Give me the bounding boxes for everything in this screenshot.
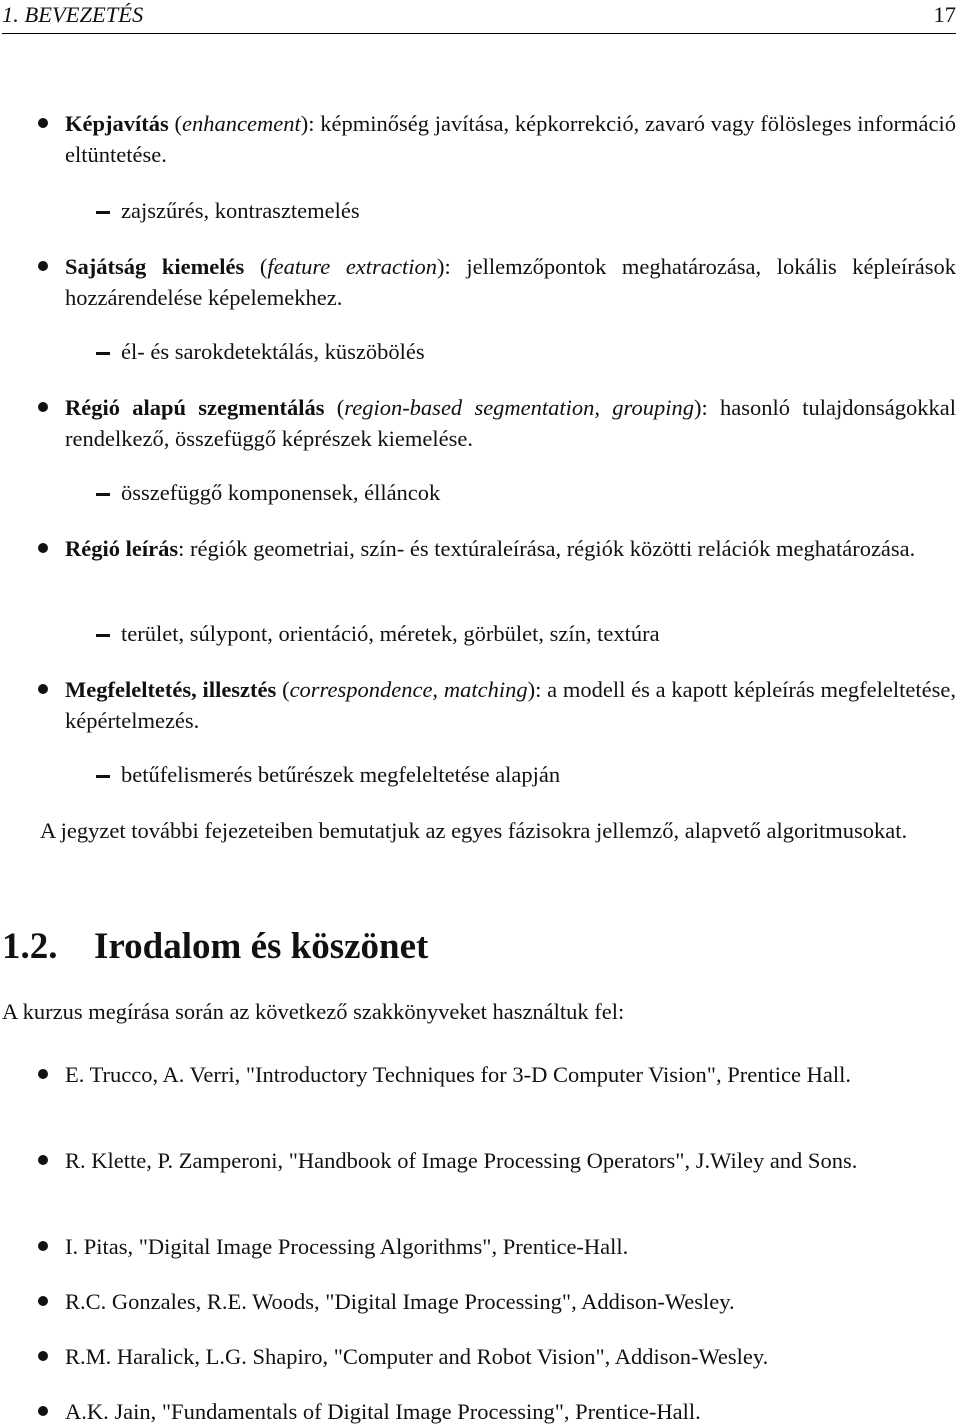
list-item: Képjavítás (enhancement): képminőség javítása, képkorrekció, zavaró vagy fölösleges információ eltüntetése.	[65, 111, 956, 167]
item-term: Régió alapú szegmentálás	[65, 395, 325, 420]
dash-icon	[96, 493, 110, 496]
item-description: ): a modell és a kapott képleírás megfeleltetése, képértelmezés.	[65, 677, 956, 733]
item-description: ): hasonló tulajdonságokkal rendelkező, összefüggő képrészek kiemelése.	[65, 395, 956, 451]
paragraph-text: A jegyzet további fejezeteiben bemutatjuk az egyes fázisokra jellemző, alapvető algoritmusokat.	[40, 818, 908, 843]
reference-item: A.K. Jain, "Fundamentals of Digital Image Processing", Prentice-Hall.	[65, 1399, 701, 1424]
bullet-icon	[38, 684, 48, 694]
bullet-icon	[38, 1241, 48, 1251]
chapter-title: 1. BEVEZETÉS	[2, 2, 144, 27]
section-number: 1.2.	[2, 926, 58, 967]
bullet-icon	[38, 402, 48, 412]
running-header	[2, 0, 956, 34]
list-item: Megfeleltetés, illesztés (correspondence, matching): a modell és a kapott képleírás megfeleltetése, képértelmezés.	[65, 677, 956, 733]
bullet-icon	[38, 261, 48, 271]
item-description: ): jellemzőpontok meghatározása, lokális képleírások hozzárendelése képelemekhez.	[65, 254, 957, 310]
item-english-term: region-based segmentation, grouping	[344, 395, 694, 420]
reference-item: I. Pitas, "Digital Image Processing Algorithms", Prentice-Hall.	[65, 1234, 629, 1259]
item-term: Sajátság kiemelés	[65, 254, 245, 279]
bullet-icon	[38, 1406, 48, 1416]
page-number: 17	[933, 2, 956, 27]
body-paragraph	[2, 815, 956, 846]
reference-item: R. Klette, P. Zamperoni, "Handbook of Image Processing Operators", J.Wiley and Sons.	[65, 1148, 858, 1173]
list-item: Régió alapú szegmentálás (region-based segmentation, grouping): hasonló tulajdonságokkal rendelkező, összefüggő képrészek kiemelése.	[65, 395, 956, 451]
item-description: : régiók geometriai, szín- és textúraleírása, régiók közötti relációk meghatározása.	[178, 536, 916, 561]
bullet-icon	[38, 118, 48, 128]
reference-item: R.M. Haralick, L.G. Shapiro, "Computer and Robot Vision", Addison-Wesley.	[65, 1344, 769, 1369]
dash-icon	[96, 634, 110, 637]
list-item: Sajátság kiemelés (feature extraction): jellemzőpontok meghatározása, lokális képleírások hozzárendelése képelemekhez.	[65, 254, 957, 310]
sub-item: betűfelismerés betűrészek megfeleltetése alapján	[121, 762, 561, 787]
dash-icon	[96, 352, 110, 355]
dash-icon	[96, 775, 110, 778]
sub-item: él- és sarokdetektálás, küszöbölés	[121, 339, 425, 364]
item-english-term: feature extraction	[267, 254, 438, 279]
sub-item: zajszűrés, kontrasztemelés	[121, 198, 360, 223]
sub-item: terület, súlypont, orientáció, méretek, görbület, szín, textúra	[121, 621, 660, 646]
list-item	[65, 533, 956, 564]
bullet-icon	[38, 1069, 48, 1079]
bullet-icon	[38, 1296, 48, 1306]
item-english-term: enhancement	[182, 111, 301, 136]
item-term: Régió leírás	[65, 536, 179, 561]
bullet-icon	[38, 1351, 48, 1361]
sub-item: összefüggő komponensek, élláncok	[121, 480, 441, 505]
section-heading	[2, 927, 428, 967]
bullet-icon	[38, 1155, 48, 1165]
item-term: Képjavítás	[65, 111, 169, 136]
reference-item: E. Trucco, A. Verri, "Introductory Techniques for 3-D Computer Vision", Prentice Hall.	[65, 1062, 851, 1087]
reference-item: R.C. Gonzales, R.E. Woods, "Digital Image Processing", Addison-Wesley.	[65, 1289, 735, 1314]
item-description: ): képminőség javítása, képkorrekció, zavaró vagy fölösleges információ eltüntetése.	[65, 111, 956, 167]
section-title: Irodalom és köszönet	[94, 926, 429, 967]
item-english-term: correspondence, matching	[289, 677, 528, 702]
item-term: Megfeleltetés, illesztés	[65, 677, 277, 702]
bullet-icon	[38, 543, 48, 553]
dash-icon	[96, 211, 110, 214]
body-paragraph: A kurzus megírása során az következő szakkönyveket használtuk fel:	[2, 999, 625, 1024]
